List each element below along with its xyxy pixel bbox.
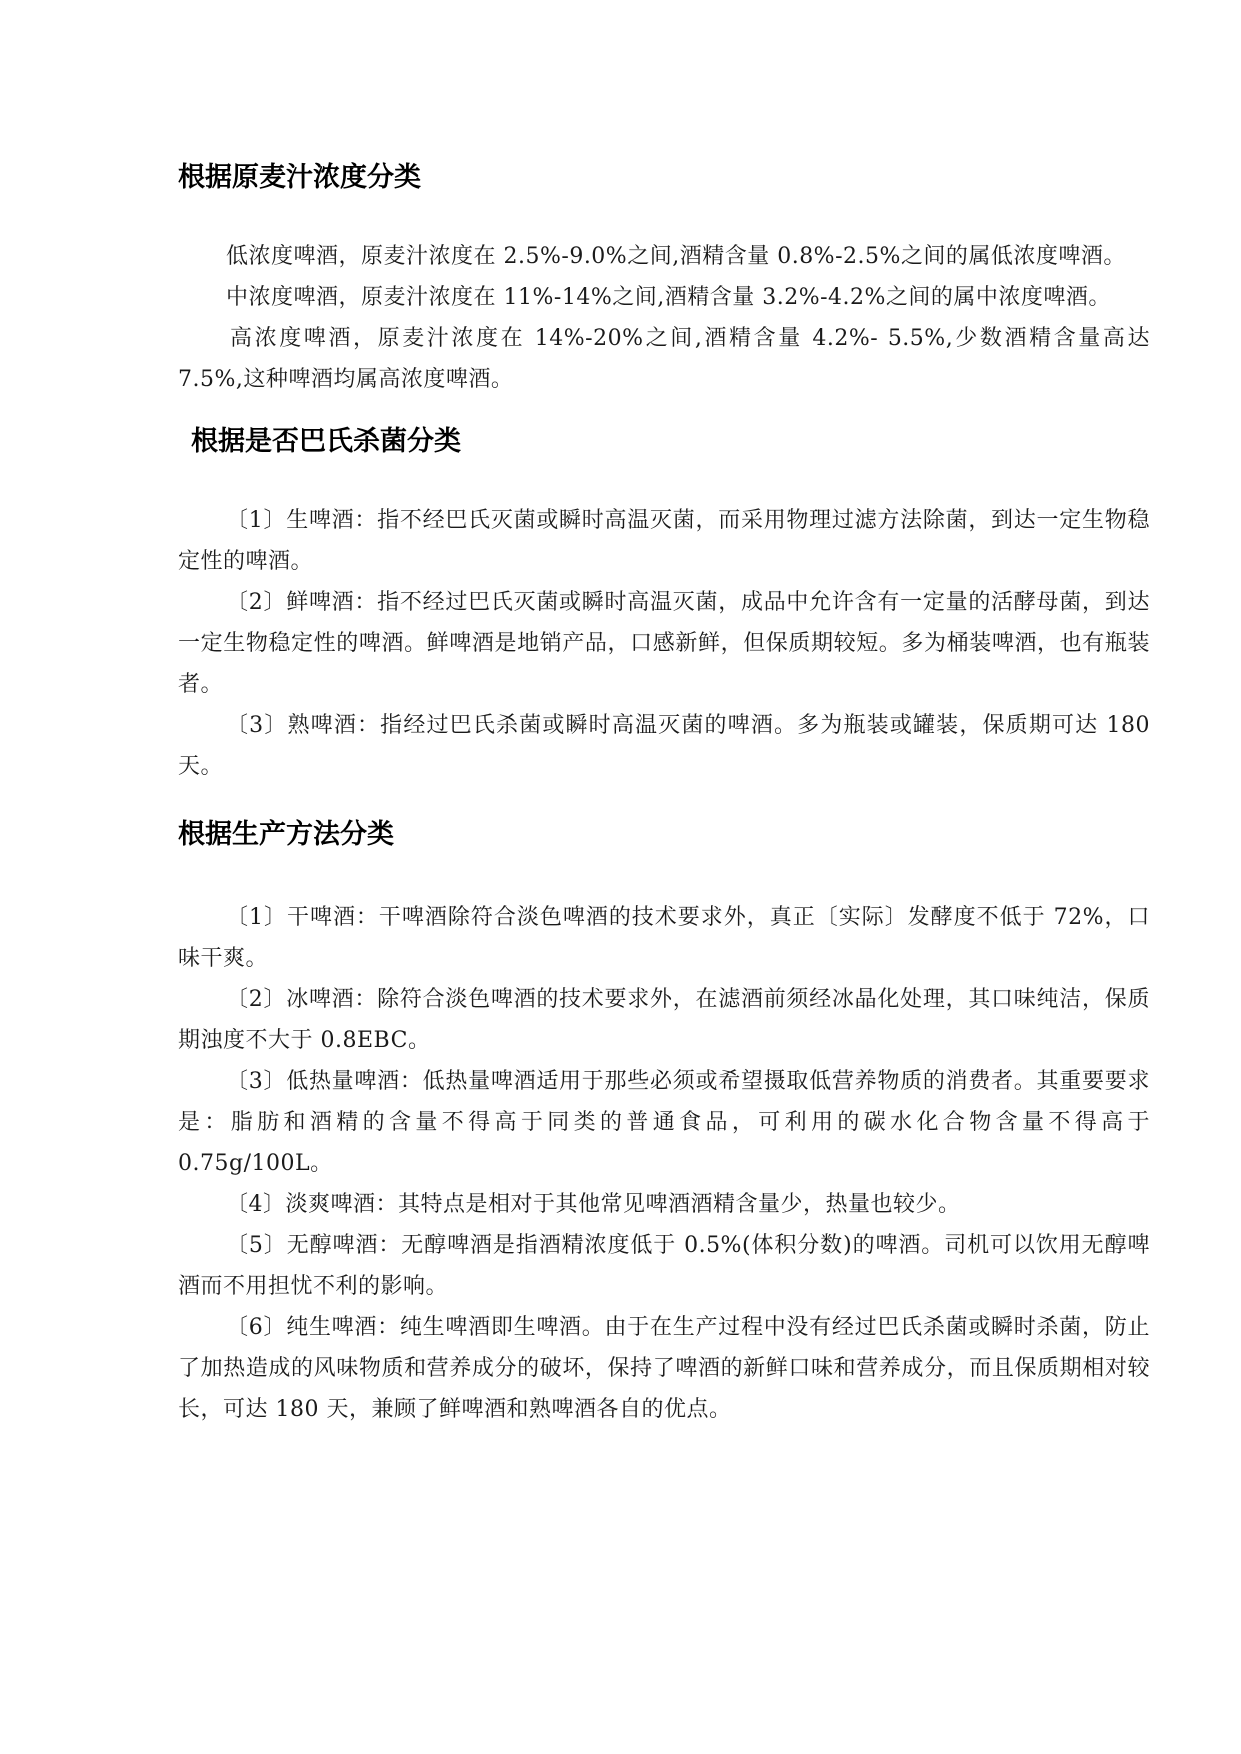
paragraph: 〔3〕熟啤酒：指经过巴氏杀菌或瞬时高温灭菌的啤酒。多为瓶装或罐装，保质期可达 180 天。 xyxy=(178,713,1150,779)
paragraph: 〔3〕低热量啤酒：低热量啤酒适用于那些必须或希望摄取低营养物质的消费者。其重要要求是：脂肪和酒精的含量不得高于同类的普通食品，可利用的碳水化合物含量不得高于 0.75g/100L。 xyxy=(178,1069,1150,1176)
paragraph: 〔2〕鲜啤酒：指不经过巴氏灭菌或瞬时高温灭菌，成品中允许含有一定量的活酵母菌，到达一定生物稳定性的啤酒。鲜啤酒是地销产品，口感新鲜，但保质期较短。多为桶装啤酒，也有瓶装者。 xyxy=(178,590,1150,697)
section-title: 根据生产方法分类 xyxy=(178,819,394,850)
section-production-method xyxy=(178,815,1150,1430)
paragraph: 〔1〕干啤酒：干啤酒除符合淡色啤酒的技术要求外，真正〔实际〕发酵度不低于 72%，口味干爽。 xyxy=(178,905,1150,971)
section-wort-concentration xyxy=(178,158,1150,400)
section-title: 根据是否巴氏杀菌分类 xyxy=(191,426,461,457)
section-title: 根据原麦汁浓度分类 xyxy=(178,162,421,193)
section-pasteurization xyxy=(178,422,1150,787)
document-body xyxy=(178,158,1150,1430)
paragraph: 〔2〕冰啤酒：除符合淡色啤酒的技术要求外，在滤酒前须经冰晶化处理，其口味纯洁，保质期浊度不大于 0.8EBC。 xyxy=(178,987,1150,1053)
paragraph: 〔5〕无醇啤酒：无醇啤酒是指酒精浓度低于 0.5%(体积分数)的啤酒。司机可以饮用无醇啤酒而不用担忧不利的影响。 xyxy=(178,1233,1150,1299)
paragraph: 〔6〕纯生啤酒：纯生啤酒即生啤酒。由于在生产过程中没有经过巴氏杀菌或瞬时杀菌，防止了加热造成的风味物质和营养成分的破坏，保持了啤酒的新鲜口味和营养成分，而且保质期相对较长，可达 180 天，兼顾了鲜啤酒和熟啤酒各自的优点。 xyxy=(178,1315,1150,1422)
paragraph: 〔4〕淡爽啤酒：其特点是相对于其他常见啤酒酒精含量少，热量也较少。 xyxy=(226,1192,961,1217)
paragraph: 〔1〕生啤酒：指不经巴氏灭菌或瞬时高温灭菌，而采用物理过滤方法除菌，到达一定生物稳定性的啤酒。 xyxy=(178,508,1150,574)
paragraph: 中浓度啤酒，原麦汁浓度在 11%-14%之间,酒精含量 3.2%-4.2%之间的属中浓度啤酒。 xyxy=(226,285,1111,310)
paragraph: 低浓度啤酒，原麦汁浓度在 2.5%-9.0%之间,酒精含量 0.8%-2.5%之间的属低浓度啤酒。 xyxy=(226,244,1126,269)
paragraph: 高浓度啤酒，原麦汁浓度在 14%-20%之间,酒精含量 4.2%- 5.5%,少数酒精含量高达 7.5%,这种啤酒均属高浓度啤酒。 xyxy=(178,326,1150,392)
